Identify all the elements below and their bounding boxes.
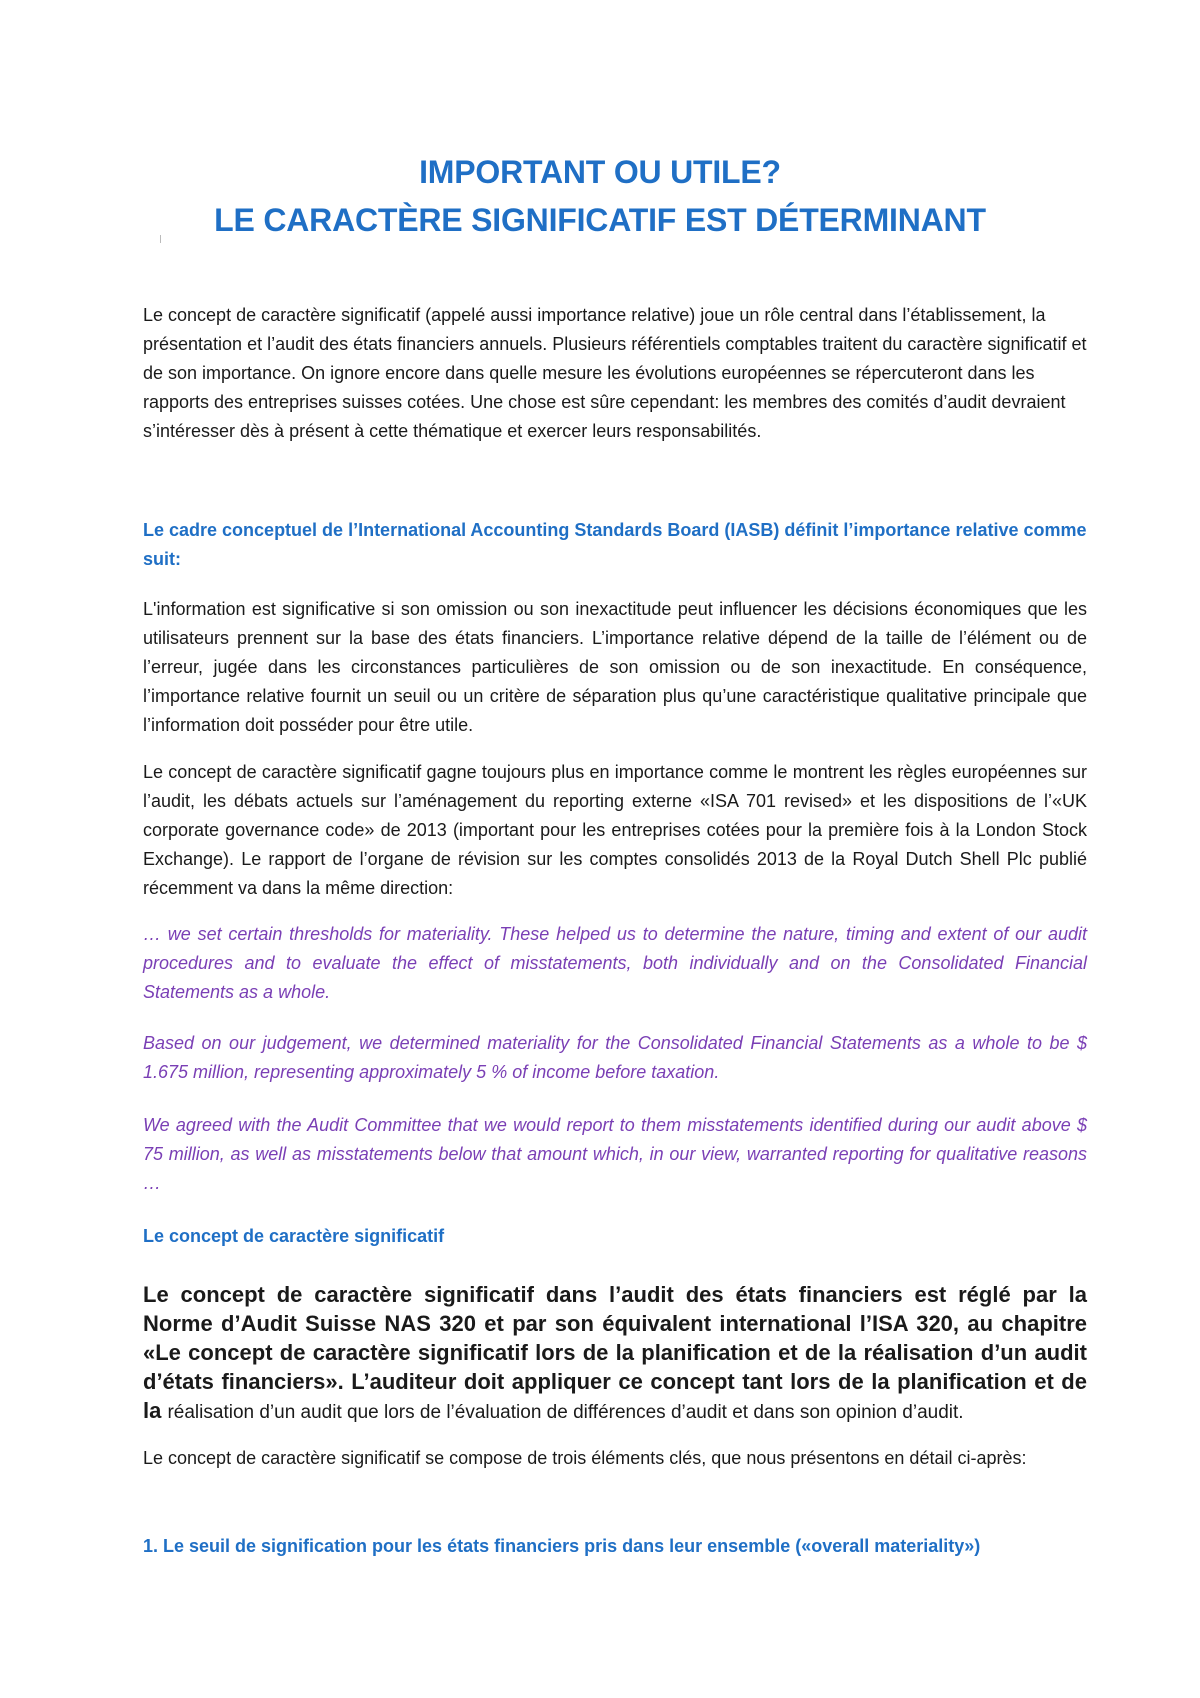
section-heading-concept: Le concept de caractère significatif bbox=[143, 1226, 445, 1246]
standards-paragraph-tail: réalisation d’un audit que lors de l’évaluation de différences d’audit et dans son opinion d’audit. bbox=[167, 1402, 964, 1423]
margin-mark bbox=[160, 235, 161, 243]
standards-paragraph bbox=[143, 1280, 1087, 1427]
quote-paragraph-3: We agreed with the Audit Committee that we would report to them misstatements identified during our audit above $ 75 million, as well as misstatements below that amount which, in our view, warranted reporting for qualitative reasons … bbox=[143, 1115, 1087, 1193]
context-paragraph: Le concept de caractère significatif gagne toujours plus en importance comme le montrent les règles européennes sur l’audit, les débats actuels sur l’aménagement du reporting externe «ISA 701 revised» et les dispositions de l’«UK corporate governance code» de 2013 (important pour les entreprises cotées pour la première fois à la London Stock Exchange). Le rapport de l’organe de révision sur les comptes consolidés 2013 de la Royal Dutch Shell Plc publié récemment va dans la même direction: bbox=[143, 762, 1087, 898]
quote-paragraph-2: Based on our judgement, we determined materiality for the Consolidated Financial Statements as a whole to be $ 1.675 million, representing approximately 5 % of income before taxation. bbox=[143, 1033, 1087, 1082]
elements-paragraph: Le concept de caractère significatif se compose de trois éléments clés, que nous présentons en détail ci-après: bbox=[143, 1448, 1027, 1468]
definition-paragraph: L'information est significative si son omission ou son inexactitude peut influencer les décisions économiques que les utilisateurs prennent sur la base des états financiers. L’importance relative dépend de la taille de l’élément ou de l’erreur, jugée dans les circonstances particulières de son omission ou de son inexactitude. En conséquence, l’importance relative fournit un seuil ou un critère de séparation plus qu’une caractéristique qualitative principale que l’information doit posséder pour être utile. bbox=[143, 599, 1087, 735]
page-title-line1: IMPORTANT OU UTILE? bbox=[419, 154, 781, 190]
page-title-line2: LE CARACTÈRE SIGNIFICATIF EST DÉTERMINANT bbox=[214, 202, 986, 238]
intro-paragraph: Le concept de caractère significatif (appelé aussi importance relative) joue un rôle central dans l’établissement, la présentation et l’audit des états financiers annuels. Plusieurs référentiels comptables traitent du caractère significatif et de son importance. On ignore encore dans quelle mesure les évolutions européennes se répercuteront dans les rapports des entreprises suisses cotées. Une chose est sûre cependant: les membres des comités d’audit devraient s’intéresser dès à présent à cette thématique et exercer leurs responsabilités. bbox=[143, 305, 1087, 441]
standards-paragraph-bold: Le concept de caractère significatif dans l’audit des états financiers est réglé par la Norme d’Audit Suisse NAS 320 et par son équivalent international l’ISA 320, au chapitre «Le concept de caractère significatif lors de la planification et de la réalisation d’un audit d’états financiers». L’auditeur doit appliquer ce concept tant lors de la planification et de la bbox=[143, 1282, 1087, 1423]
section-heading-overall-materiality: 1. Le seuil de signification pour les états financiers pris dans leur ensemble («overall materiality») bbox=[143, 1536, 981, 1556]
quote-paragraph-1: … we set certain thresholds for materiality. These helped us to determine the nature, timing and extent of our audit procedures and to evaluate the effect of misstatements, both individually and on the Consolidated Financial Statements as a whole. bbox=[143, 924, 1087, 1002]
section-heading-iasb: Le cadre conceptuel de l’International Accounting Standards Board (IASB) définit l’importance relative comme suit: bbox=[143, 520, 1087, 569]
